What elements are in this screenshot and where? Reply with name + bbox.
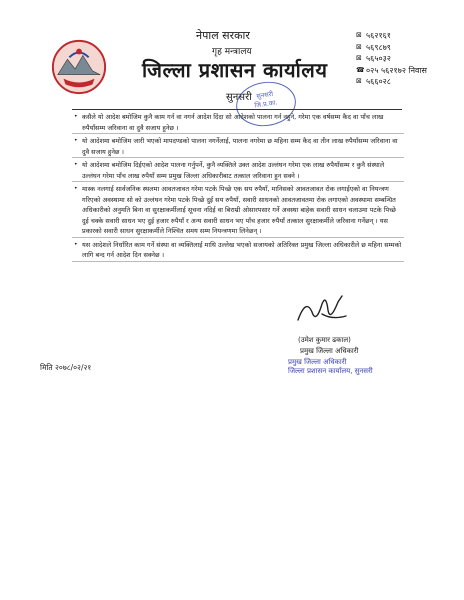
- bullet-icon: •: [74, 240, 78, 248]
- contact-item: ☎ ०२५ ५६२१७२ निवास: [356, 65, 427, 75]
- contact-item: ⊠ ५६२१६१: [356, 31, 391, 40]
- stamp-line1: सुनसरी: [255, 89, 274, 101]
- bullet-icon: •: [74, 113, 78, 120]
- phone-icon: ☎: [356, 65, 365, 74]
- signatory-title: प्रमुख जिल्ला अधिकारी: [300, 347, 359, 355]
- list-item: • कसैले यो आदेश बमोजिम कुनै काम गर्न वा नगर्न आदेश दिंदा सो आदेशको पालना गर्न नहुने, गरेमा एक वर्षसम्म कैद वा पाँच लाख रुपैयाँसम्म जरिवाना वा दुवै सजाय हुनेछ ।: [72, 112, 404, 134]
- fax-icon: ⊠: [356, 54, 362, 62]
- header-divider: [72, 109, 402, 110]
- contact-item: ⊠ ५६६०२८: [356, 77, 391, 86]
- list-item: • यो आदेशमा बमोजिम दिईएको आदेश पालना गर्नुपर्ने, कुनै व्यक्तिले उक्त आदेश उल्लंघन गरेमा एक लाख रुपैयाँसम्म र कुनै संस्थाले उल्लंघन गरेमा पाँच लाख रुपैयाँ सम्म प्रमुख जिल्ला अधिकारीबाट तत्काल जरिवाना हुन सक्ने ।: [72, 160, 404, 182]
- order-list: [72, 112, 404, 264]
- contact-item: ⊠ ५६५०३२: [356, 54, 391, 63]
- signature-icon: [292, 290, 352, 330]
- bullet-icon: •: [74, 185, 78, 192]
- office-title: जिल्ला प्रशासन कार्यालय: [142, 58, 328, 82]
- nepal-emblem-icon: [50, 38, 108, 96]
- contact-list: [356, 30, 427, 88]
- bullet-icon: •: [74, 137, 78, 144]
- fax-icon: ⊠: [356, 77, 362, 85]
- ministry-name: गृह मन्त्रालय: [212, 47, 252, 57]
- government-name: नेपाल सरकार: [196, 29, 250, 42]
- list-item: • मास्क नलगाई सार्वजनिक स्थलमा आवतजावत गरेमा पटके पिच्छे एक सय रुपैयाँ, मानिसको आवतजावत रोक लगाईएको वा नियन्त्रण गरिएको अवस्थामा सो को उल्लंघन गरेमा पटके पिच्छे दुई सय रुपैयाँ, सवारी साधनको आवतजावतमा रोक लगाएको अवस्थामा सम्बन्धित अधिकारीको अनुमति बिना वा सुरक्षाकर्मीलाई सूचना नदिई वा बिराम्री ओसारपसार गर्ने अवस्था बाहेक सवारी साधन चलाउमा पटके पिच्छे दुई चक्के सवारी साधन भए दुई हजार रुपैयाँ र अन्य सवारी साधन भए पाँच हजार रुपैयाँ तत्काल सुरक्षाकर्मीले जरिवाना गर्नेछन् । यस प्रकारको सवारी साधन सुरक्षाकर्मीले निश्चित समय सम्म नियन्त्रणमा लिनेछन् ।: [72, 184, 404, 238]
- fax-icon: ⊠: [356, 31, 362, 39]
- fax-icon: ⊠: [356, 42, 362, 51]
- issue-date: मिति २०७८/०२/२१: [40, 363, 92, 372]
- stamp-office: जिल्ला प्रशासन कार्यालय, सुनसरी: [288, 367, 373, 375]
- stamp-line2: जि.प्र.का.: [254, 98, 278, 110]
- list-item: • यस आदेशले निर्धारित काम गर्ने संस्था वा व्यक्तिलाई माथि उल्लेख भएको सजायको अतिरिक्त प्रमुख जिल्ला अधिकारीले छ महिना सम्मको लागि बन्द गर्न आदेश दिन सक्नेछ ।: [72, 240, 404, 262]
- signatory-name: (उमेश कुमार ढकाल): [298, 336, 351, 344]
- contact-item: ⊠ ५६९८७९: [356, 42, 391, 52]
- bullet-icon: •: [74, 161, 78, 168]
- list-item: • यो आदेशमा बमोजिम जारी भएको मापदण्डको पालना नगर्नेलाई, पालना नगरेमा छ महिना सम्म कैद वा तीन लाख रुपैयाँसम्म जरिवाना वा दुवै सजाय हुनेछ ।: [72, 136, 404, 158]
- signatory-stamp: [288, 358, 373, 376]
- stamp-title: प्रमुख जिल्ला अधिकारी: [288, 358, 347, 366]
- district-name: सुनसरी: [226, 92, 252, 103]
